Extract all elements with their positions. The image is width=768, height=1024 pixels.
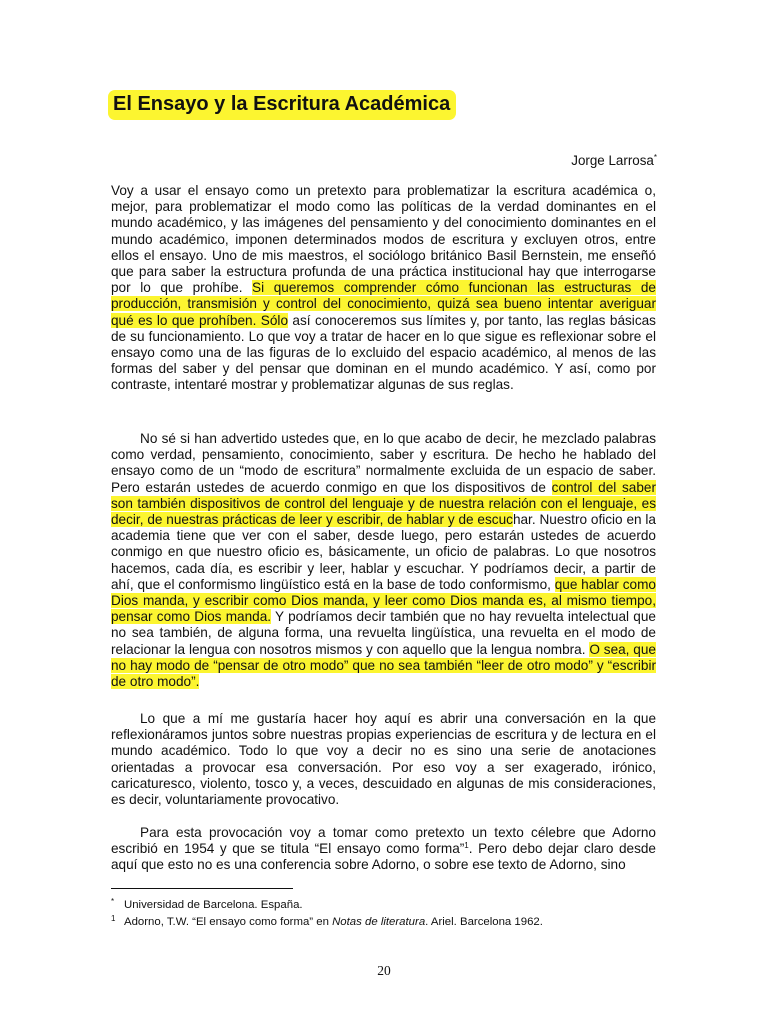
text-segment: Voy a usar el ensayo como un pretexto para problematizar la escritura académica o, mejor, para problematizar el modo como las políticas de la verdad dominantes en el mundo académico, y las imágenes del pensamiento y del conocimiento dominantes en el mundo académico, imponen determinados modos de escritura y excluyen otros, entre ellos el ensayo. Uno de mis maestros, el sociólogo británico Basil Bernstein, me enseñó que para saber la estructura profunda de una práctica institucional hay que interrogarse por lo que prohíbe. [111,183,656,296]
footnote-reference: 1 [464,841,469,851]
footnote-text: Adorno, T.W. “El ensayo como forma” en [124,916,333,928]
footnote-book-title: Notas de literatura [332,916,426,928]
paragraph-text [111,183,656,394]
author-line [571,153,657,168]
highlighted-text: O sea, que no hay modo de “pensar de otro modo” que no sea también “leer de otro modo” y “escribir de otro modo”. [111,641,656,690]
text-segment: har. Nuestro oficio en la academia tiene que ver con el saber, desde luego, pero estarán ustedes de acuerdo conmigo en que nuestro oficio es, básicamente, un oficio de palabras. Lo que nosotros hacemos, cada día, es escribir y leer, hablar y escuchar. Y podríamos decir, a partir de ahí, que el conformismo lingüístico está en la base de todo conformismo, [111,512,656,592]
footnote-1: * Universidad de Barcelona. España. [111,897,303,911]
document-title: El Ensayo y la Escritura Académica [108,90,456,120]
page-number: 20 [377,963,391,978]
text-segment: así conoceremos sus límites y, por tanto, las reglas básicas de su funcionamiento. Lo que voy a tratar de hacer en lo que sigue es reflexionar sobre el ensayo como una de las figuras de lo excluido del espacio académico, al menos de las formas del saber y del pensar que dominan en el mundo académico. Y así, como por contraste, intentaré mostrar y problematizar algunas de sus reglas. [111,312,656,393]
footnotes [111,897,656,931]
text-segment: Lo que a mí me gustaría hacer hoy aquí es abrir una conversación en la que reflexionáramos juntos sobre nuestras propias experiencias de escritura y de lectura en el mundo académico. Todo lo que voy a decir no es sino una serie de anotaciones orientadas a provocar esa conversación. Por eso voy a ser exagerado, irónico, caricaturesco, violento, tosco y, a veces, descuidado en algunas de mis consideraciones, es decir, voluntariamente provocativo. [111,711,656,808]
highlighted-text: control del saber son también dispositivos de control del lenguaje y de nuestra relación con el lenguaje, es decir, de nuestras prácticas de leer y escribir, de hablar y de escuc [111,479,657,528]
author-name: Jorge Larrosa [571,153,654,168]
footnote-2: 1 Adorno, T.W. “El ensayo como forma” en Notas de literatura. Ariel. Barcelona 1962. [111,914,543,928]
paragraph-2 [111,431,656,690]
paragraph-1 [111,183,656,394]
text-segment: . Pero debo dejar claro desde aquí que esto no es una conferencia sobre Adorno, o sobre ese texto de Adorno, sino [111,841,656,873]
footnote-text: Universidad de Barcelona. España. [124,899,303,911]
paragraph-text [111,431,656,690]
paragraph-3 [111,711,656,808]
highlighted-text: que hablar como Dios manda, y escribir como Dios manda, y leer como Dios manda es, al mismo tiempo, pensar como Dios manda. [111,576,656,625]
paragraph-text [111,825,656,874]
footnote-separator [111,888,293,889]
paragraph-text [111,711,656,808]
footnote-publisher: . Ariel. Barcelona 1962. [425,916,543,928]
highlighted-text: Si queremos comprender cómo funcionan las estructuras de producción, transmisión y control del conocimiento, quizá sea bueno intentar averiguar qué es lo que prohíben. Sólo [111,280,656,328]
text-segment: Para esta provocación voy a tomar como pretexto un texto célebre que Adorno escribió en 1954 y que se titula “El ensayo como forma” [111,825,656,857]
text-segment: No sé si han advertido ustedes que, en lo que acabo de decir, he mezclado palabras como verdad, pensamiento, conocimiento, saber y escritura. De hecho he hablado del ensayo como de un “modo de escritura” normalmente excluida de un espacio de saber. Pero estarán ustedes de acuerdo conmigo en que los dispositivos de [111,431,656,495]
text-segment: Y podríamos decir también que no hay revuelta intelectual que no sea también, de alguna forma, una revuelta lingüística, una revuelta en el modo de relacionar la lengua con nosotros mismos y con aquello que la lengua nombra. [111,609,656,657]
author-footnote-mark: * [653,153,657,162]
paragraph-4 [111,825,656,874]
